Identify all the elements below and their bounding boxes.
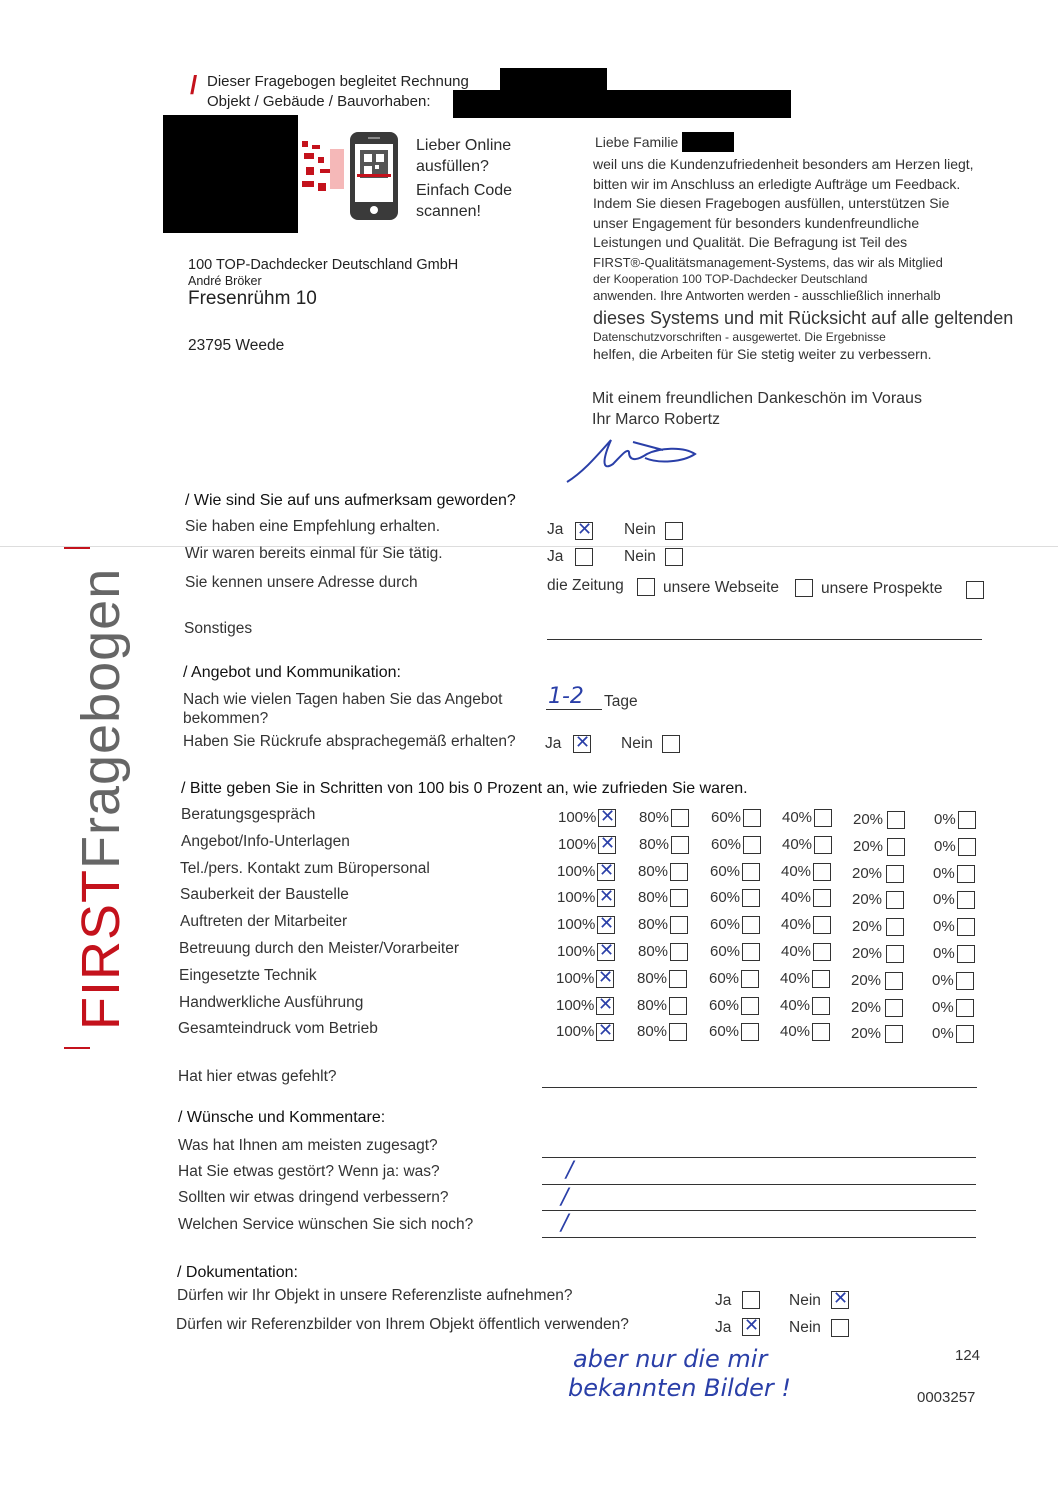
rating-percent-label: 60% — [710, 863, 741, 880]
rating-checkbox[interactable] — [956, 999, 974, 1017]
rating-checkbox[interactable] — [669, 970, 687, 988]
s1-q1-nein-checkbox[interactable] — [665, 522, 683, 540]
sidebar-title — [70, 568, 132, 1030]
opt-webseite-checkbox[interactable] — [795, 579, 813, 597]
rating-percent-label: 0% — [933, 945, 955, 962]
rating-percent-label: 20% — [852, 945, 883, 962]
opt-zeitung-checkbox[interactable] — [637, 578, 655, 596]
section1-title: / Wie sind Sie auf uns aufmerksam geworden? — [185, 492, 516, 509]
s5-q2-nein-label: Nein — [789, 1319, 821, 1336]
section1-title-text: Wie sind Sie auf uns aufmerksam geworden? — [193, 492, 516, 509]
rating-percent-label: 80% — [639, 809, 670, 826]
header-accent-slash: / — [190, 70, 198, 100]
rating-percent-label: 40% — [781, 943, 812, 960]
s4-q4: Welchen Service wünschen Sie sich noch? — [178, 1216, 474, 1233]
s5-q1-ja-label: Ja — [715, 1292, 732, 1309]
rating-percent-label: 20% — [853, 811, 884, 828]
rating-checkbox[interactable] — [957, 945, 975, 963]
rating-percent-label: 60% — [710, 889, 741, 906]
rating-percent-label: 100% — [557, 863, 596, 880]
handwritten-note-line1: aber nur die mir — [573, 1345, 768, 1373]
s5-q1: Dürfen wir Ihr Objekt in unsere Referenzliste aufnehmen? — [177, 1287, 573, 1304]
rating-percent-label: 100% — [557, 916, 596, 933]
rating-percent-label: 20% — [851, 999, 882, 1016]
rating-checkbox[interactable] — [957, 865, 975, 883]
rating-checkbox[interactable] — [885, 1025, 903, 1043]
section3-title-text: Bitte geben Sie in Schritten von 100 bis 0 Prozent an, wie zufrieden Sie waren. — [189, 780, 748, 797]
address-street: Fresenrühm 10 — [188, 288, 317, 309]
rating-checkbox[interactable] — [669, 997, 687, 1015]
letter-closing: Mit einem freundlichen Dankeschön im Voraus — [592, 390, 922, 407]
rating-percent-label: 40% — [782, 836, 813, 853]
letter-line: weil uns die Kundenzufriedenheit besonders am Herzen liegt, — [593, 156, 974, 172]
rating-row-label: Handwerkliche Ausführung — [179, 994, 364, 1011]
days-input-line[interactable] — [546, 709, 602, 710]
rating-percent-label: 0% — [933, 891, 955, 908]
handwritten-note-line2: bekannten Bilder ! — [568, 1374, 791, 1402]
s1-q3: Sie kennen unsere Adresse durch — [185, 574, 418, 591]
s5-q1-nein-label: Nein — [789, 1292, 821, 1309]
rating-row-label: Sauberkeit der Baustelle — [180, 886, 349, 903]
s5-q2-nein-checkbox[interactable] — [831, 1319, 849, 1337]
rating-checkbox[interactable] — [596, 970, 614, 988]
rating-checkbox[interactable] — [813, 943, 831, 961]
rating-checkbox[interactable] — [887, 838, 905, 856]
rating-checkbox[interactable] — [597, 863, 615, 881]
days-unit: Tage — [604, 693, 638, 710]
rating-percent-label: 100% — [556, 970, 595, 987]
rating-percent-label: 0% — [934, 838, 956, 855]
opt-prospekte-checkbox[interactable] — [966, 581, 984, 599]
document-code: 0003257 — [917, 1389, 976, 1406]
rating-percent-label: 40% — [781, 916, 812, 933]
s2-q2-nein-label: Nein — [621, 735, 653, 752]
rating-checkbox[interactable] — [598, 836, 616, 854]
s1-q2-ja-label: Ja — [547, 548, 564, 565]
rating-percent-label: 20% — [852, 891, 883, 908]
rating-percent-label: 80% — [638, 889, 669, 906]
missing-input-line[interactable] — [542, 1087, 977, 1088]
qr-text-4: scannen! — [416, 203, 481, 220]
rating-percent-label: 80% — [637, 970, 668, 987]
rating-checkbox[interactable] — [743, 809, 761, 827]
section4-title: / Wünsche und Kommentare: — [178, 1109, 386, 1126]
rating-percent-label: 20% — [851, 972, 882, 989]
rating-checkbox[interactable] — [597, 943, 615, 961]
section5-title-text: Dokumentation: — [185, 1264, 298, 1281]
s2-q2-ja-checkbox[interactable] — [573, 735, 591, 753]
rating-checkbox[interactable] — [597, 916, 615, 934]
section5-title: / Dokumentation: — [177, 1264, 298, 1281]
rating-percent-label: 0% — [933, 865, 955, 882]
s1-q2-ja-checkbox[interactable] — [575, 548, 593, 566]
side-red-mark-bottom — [64, 1047, 90, 1049]
s4-q3: Sollten wir etwas dringend verbessern? — [178, 1189, 449, 1206]
rating-checkbox[interactable] — [670, 916, 688, 934]
rating-percent-label: 80% — [637, 1023, 668, 1040]
rating-checkbox[interactable] — [596, 1023, 614, 1041]
opt-prospekte-label: unsere Prospekte — [821, 580, 943, 597]
s1-q1: Sie haben eine Empfehlung erhalten. — [185, 518, 441, 535]
rating-percent-label: 60% — [711, 836, 742, 853]
rating-percent-label: 60% — [709, 970, 740, 987]
rating-percent-label: 80% — [638, 943, 669, 960]
rating-checkbox[interactable] — [956, 972, 974, 990]
rating-checkbox[interactable] — [597, 889, 615, 907]
opt-zeitung-label: die Zeitung — [547, 577, 624, 594]
rating-percent-label: 40% — [780, 997, 811, 1014]
rating-checkbox[interactable] — [812, 997, 830, 1015]
rating-checkbox[interactable] — [957, 891, 975, 909]
rating-percent-label: 20% — [852, 918, 883, 935]
rating-percent-label: 100% — [558, 836, 597, 853]
rating-percent-label: 20% — [852, 865, 883, 882]
rating-checkbox[interactable] — [812, 1023, 830, 1041]
fold-line — [0, 546, 1058, 547]
rating-checkbox[interactable] — [742, 889, 760, 907]
s1-q1-ja-checkbox[interactable] — [575, 522, 593, 540]
rating-checkbox[interactable] — [886, 891, 904, 909]
rating-row-label: Eingesetzte Technik — [179, 967, 317, 984]
rating-row-label: Gesamteindruck vom Betrieb — [178, 1020, 378, 1037]
s1-q4: Sonstiges — [184, 620, 253, 637]
letter-line: dieses Systems und mit Rücksicht auf alle geltenden — [593, 307, 1014, 328]
opt-webseite-label: unsere Webseite — [663, 579, 780, 596]
redacted-object — [453, 90, 791, 118]
redacted-invoice-number — [500, 68, 607, 92]
section3-title: / Bitte geben Sie in Schritten von 100 bis 0 Prozent an, wie zufrieden Sie waren. — [181, 780, 748, 797]
address-company: 100 TOP-Dachdecker Deutschland GmbH — [188, 257, 459, 273]
rating-checkbox[interactable] — [671, 809, 689, 827]
letter-line: Datenschutzvorschriften - ausgewertet. Die Ergebnisse — [593, 329, 886, 344]
rating-row-label: Angebot/Info-Unterlagen — [181, 833, 350, 850]
rating-checkbox[interactable] — [670, 943, 688, 961]
rating-percent-label: 100% — [558, 809, 597, 826]
invoice-line: Dieser Fragebogen begleitet Rechnung — [207, 73, 469, 90]
rating-checkbox[interactable] — [669, 1023, 687, 1041]
s4-q3-answer: / — [561, 1185, 569, 1210]
rating-percent-label: 100% — [557, 889, 596, 906]
rating-row-label: Betreuung durch den Meister/Vorarbeiter — [179, 940, 460, 957]
s1-q2: Wir waren bereits einmal für Sie tätig. — [185, 545, 443, 562]
section2-title-text: Angebot und Kommunikation: — [191, 664, 401, 681]
rating-percent-label: 40% — [780, 1023, 811, 1040]
s5-q1-ja-checkbox[interactable] — [742, 1291, 760, 1309]
sidebar-first: FIRST — [71, 869, 131, 1030]
rating-percent-label: 80% — [639, 836, 670, 853]
redacted-family-name — [682, 132, 734, 152]
rating-checkbox[interactable] — [814, 836, 832, 854]
letter-body — [593, 155, 1013, 364]
s4-q1-input-line[interactable] — [542, 1157, 976, 1158]
rating-row-label: Tel./pers. Kontakt zum Büropersonal — [180, 860, 430, 877]
rating-percent-label: 40% — [780, 970, 811, 987]
letter-line: FIRST®-Qualitätsmanagement-Systems, das wir als Mitglied — [593, 254, 943, 270]
page-number: 124 — [955, 1347, 981, 1364]
s4-q2-answer: / — [566, 1158, 574, 1183]
rating-checkbox[interactable] — [670, 863, 688, 881]
s5-q2-ja-checkbox[interactable] — [742, 1318, 760, 1336]
rating-checkbox[interactable] — [742, 943, 760, 961]
rating-checkbox[interactable] — [813, 863, 831, 881]
s1-q1-nein-label: Nein — [624, 521, 656, 538]
rating-checkbox[interactable] — [957, 918, 975, 936]
s1-q1-ja-label: Ja — [547, 521, 564, 538]
rating-percent-label: 0% — [933, 918, 955, 935]
rating-percent-label: 100% — [556, 997, 595, 1014]
rating-checkbox[interactable] — [596, 997, 614, 1015]
letter-line: Leistungen und Qualität. Die Befragung ist Teil des — [593, 234, 908, 250]
rating-percent-label: 20% — [853, 838, 884, 855]
rating-percent-label: 100% — [556, 1023, 595, 1040]
phone-icon — [348, 130, 400, 222]
rating-percent-label: 40% — [781, 889, 812, 906]
rating-percent-label: 60% — [711, 809, 742, 826]
s1-q2-nein-label: Nein — [624, 548, 656, 565]
rating-percent-label: 40% — [782, 809, 813, 826]
s4-q3-input-line[interactable] — [542, 1210, 976, 1211]
s4-q4-input-line[interactable] — [542, 1237, 976, 1238]
letter-line: Indem Sie diesen Fragebogen ausfüllen, unterstützen Sie — [593, 195, 950, 211]
s4-q2: Hat Sie etwas gestört? Wenn ja: was? — [178, 1163, 440, 1180]
rating-percent-label: 0% — [932, 972, 954, 989]
qr-scan-graphic — [300, 135, 348, 205]
rating-checkbox[interactable] — [814, 809, 832, 827]
rating-checkbox[interactable] — [742, 863, 760, 881]
s4-q1: Was hat Ihnen am meisten zugesagt? — [178, 1137, 438, 1154]
sonstiges-input-line[interactable] — [547, 639, 982, 640]
s2-q2-ja-label: Ja — [545, 735, 562, 752]
rating-percent-label: 80% — [638, 916, 669, 933]
s5-q1-nein-checkbox[interactable] — [831, 1291, 849, 1309]
rating-checkbox[interactable] — [813, 889, 831, 907]
rating-percent-label: 60% — [709, 1023, 740, 1040]
rating-percent-label: 60% — [710, 943, 741, 960]
rating-checkbox[interactable] — [741, 997, 759, 1015]
rating-percent-label: 100% — [557, 943, 596, 960]
rating-checkbox[interactable] — [958, 838, 976, 856]
letter-line: unser Engagement für besonders kundenfreundliche — [593, 214, 920, 231]
s3-missing-q: Hat hier etwas gefehlt? — [178, 1068, 337, 1085]
rating-checkbox[interactable] — [886, 945, 904, 963]
rating-checkbox[interactable] — [598, 809, 616, 827]
letter-greeting: Liebe Familie — [595, 134, 679, 150]
rating-percent-label: 80% — [637, 997, 668, 1014]
qr-text-3: Einfach Code — [416, 182, 513, 199]
s2-q1a: Nach wie vielen Tagen haben Sie das Angebot — [183, 691, 503, 708]
rating-checkbox[interactable] — [958, 811, 976, 829]
rating-checkbox[interactable] — [741, 970, 759, 988]
rating-percent-label: 0% — [932, 1025, 954, 1042]
s2-q2: Haben Sie Rückrufe absprachegemäß erhalten? — [183, 733, 516, 750]
letter-sender: Ihr Marco Robertz — [592, 411, 721, 428]
s2-q2-nein-checkbox[interactable] — [662, 735, 680, 753]
s2-q1b: bekommen? — [183, 710, 269, 727]
object-line: Objekt / Gebäude / Bauvorhaben: — [207, 93, 431, 110]
rating-checkbox[interactable] — [741, 1023, 759, 1041]
rating-checkbox[interactable] — [742, 916, 760, 934]
letter-line: bitten wir im Anschluss an erledigte Aufträge um Feedback. — [593, 175, 961, 192]
rating-percent-label: 0% — [932, 999, 954, 1016]
rating-checkbox[interactable] — [886, 865, 904, 883]
s5-q2: Dürfen wir Referenzbilder von Ihrem Objekt öffentlich verwenden? — [176, 1316, 629, 1333]
s1-q2-nein-checkbox[interactable] — [665, 548, 683, 566]
rating-percent-label: 60% — [710, 916, 741, 933]
rating-checkbox[interactable] — [956, 1025, 974, 1043]
letter-line: der Kooperation 100 TOP-Dachdecker Deutschland — [593, 272, 868, 286]
sidebar-fragebogen: Fragebogen — [71, 567, 131, 869]
rating-row-label: Beratungsgespräch — [181, 806, 316, 823]
days-answer: 1-2 — [548, 684, 584, 709]
letter-line: helfen, die Arbeiten für Sie stetig weiter zu verbessern. — [593, 345, 932, 362]
s4-q2-input-line[interactable] — [542, 1184, 976, 1185]
rating-percent-label: 20% — [851, 1025, 882, 1042]
rating-percent-label: 40% — [781, 863, 812, 880]
rating-checkbox[interactable] — [812, 970, 830, 988]
rating-checkbox[interactable] — [743, 836, 761, 854]
rating-row-label: Auftreten der Mitarbeiter — [180, 913, 348, 930]
s4-q4-answer: / — [561, 1211, 569, 1236]
rating-checkbox[interactable] — [886, 918, 904, 936]
section2-title: / Angebot und Kommunikation: — [183, 664, 401, 681]
letter-line: anwenden. Ihre Antworten werden - ausschließlich innerhalb — [593, 288, 941, 303]
redacted-logo — [163, 115, 298, 233]
signature — [563, 428, 703, 488]
rating-checkbox[interactable] — [885, 999, 903, 1017]
rating-checkbox[interactable] — [671, 836, 689, 854]
s5-q2-ja-label: Ja — [715, 1319, 732, 1336]
side-red-mark-top — [64, 547, 90, 549]
section4-title-text: Wünsche und Kommentare: — [186, 1109, 386, 1126]
rating-percent-label: 0% — [934, 811, 956, 828]
rating-checkbox[interactable] — [813, 916, 831, 934]
address-city: 23795 Weede — [188, 337, 285, 354]
rating-percent-label: 80% — [638, 863, 669, 880]
rating-checkbox[interactable] — [885, 972, 903, 990]
rating-checkbox[interactable] — [887, 811, 905, 829]
rating-percent-label: 60% — [709, 997, 740, 1014]
rating-checkbox[interactable] — [670, 889, 688, 907]
qr-text-2: ausfüllen? — [416, 158, 489, 175]
qr-text-1: Lieber Online — [416, 137, 512, 154]
address-person: André Bröker — [188, 274, 262, 288]
